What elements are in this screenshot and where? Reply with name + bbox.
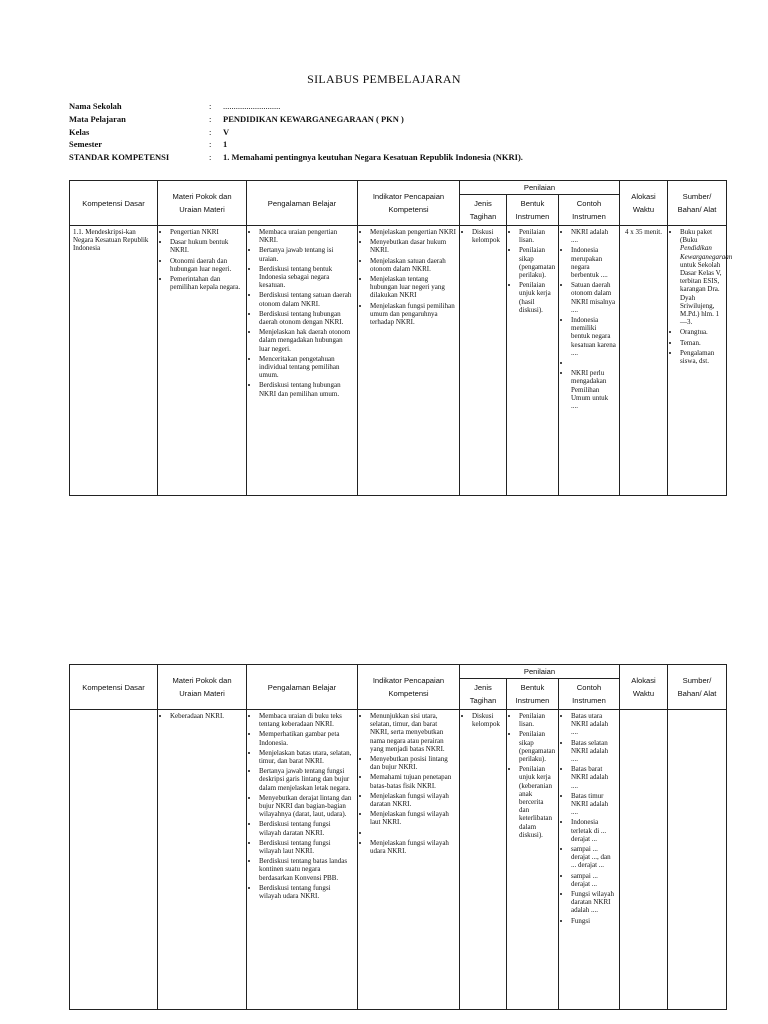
list-item: • Berdiskusi tentang fungsi wilayah daratan NKRI.: [259, 820, 354, 836]
meta-colon: :: [209, 126, 212, 137]
source-item: • Buku paket (Buku Pendidikan Kewarganegaraan untuk Sekolah Dasar Kelas V, terbitan ESIS, karangan Dra. Dyah Sriwilujeng, M.Pd.) hlm. 1—3.: [680, 228, 723, 326]
list-item: • Menunjukkan sisi utara, selatan, timur, dan barat NKRI, serta menyebutkan nama negara atau perairan yang menjadi batas NKRI.: [370, 712, 456, 753]
cell-materi: [158, 710, 247, 1010]
list-item: • Berdiskusi tentang batas landas kontinen suatu negara berdasarkan Konvensi PBB.: [259, 857, 354, 882]
list-item: • Penilaian sikap (pengamatan perilaku).: [519, 730, 555, 763]
source-item: • Orangtua.: [680, 328, 723, 336]
syllabus-table-2: [69, 664, 727, 1010]
list-item: • NKRI adalah ....: [571, 228, 616, 244]
meta-colon: :: [209, 152, 212, 163]
meta-colon: :: [209, 139, 212, 150]
meta-value: V: [223, 126, 230, 137]
header-penilaian: Penilaian: [460, 665, 620, 679]
pengalaman-list: [250, 228, 354, 398]
cell-kompetensi: 1.1. Mendeskripsi-kan Negara Kesatuan Republik Indonesia: [70, 226, 158, 496]
list-item: • Diskusi kelompok: [472, 228, 503, 244]
list-item: • sampai ... derajat ...: [571, 872, 616, 888]
syllabus-table-1: [69, 180, 733, 496]
sumber-list: [671, 228, 733, 366]
source-item: • Pengalaman siswa, dst.: [680, 349, 723, 365]
list-item: • Fungsi wilayah daratan NKRI adalah ....: [571, 890, 616, 915]
list-item: • Diskusi kelompok: [472, 712, 503, 728]
list-item: • Bertanya jawab tentang fungsi deskripsi garis lintang dan bujur dalam menjelaskan letak negara.: [259, 767, 354, 792]
list-item: • Batas barat NKRI adalah ....: [571, 765, 616, 790]
contoh-list: [562, 228, 616, 410]
meta-label: STANDAR KOMPETENSI: [69, 152, 170, 163]
list-item: • Berdiskusi tentang hubungan NKRI dan pemilihan umum.: [259, 381, 354, 397]
meta-label: Semester: [69, 139, 103, 150]
cell-contoh: [559, 226, 620, 496]
meta-label: Mata Pelajaran: [69, 113, 126, 124]
list-item: • Batas timur NKRI adalah ....: [571, 792, 616, 817]
cell-bentuk: [507, 710, 559, 1010]
cell-alokasi: [620, 710, 668, 1010]
cell-pengalaman: [247, 226, 358, 496]
header-pengalaman: Pengalaman Belajar: [247, 665, 358, 710]
cell-kompetensi: [70, 710, 158, 1010]
indikator-list: [361, 712, 456, 855]
list-item: • Menyebutkan posisi lintang dan bujur NKRI.: [370, 755, 456, 771]
meta-colon: :: [209, 101, 212, 111]
cell-materi: [158, 226, 247, 496]
header-bentuk: Bentuk Instrumen: [507, 679, 559, 710]
cell-pengalaman: [247, 710, 358, 1010]
header-penilaian: Penilaian: [460, 181, 620, 195]
list-item: • Penilaian unjuk kerja (keberanian anak bercerita dan keterlibatan dalam diskusi).: [519, 765, 555, 839]
list-item: • Menjelaskan fungsi wilayah daratan NKRI.: [370, 792, 456, 808]
list-item: • Penilaian sikap (pengamatan perilaku).: [519, 246, 555, 279]
list-item: • Fungsi: [571, 917, 616, 925]
header-alokasi: Alokasi Waktu: [620, 665, 668, 710]
cell-alokasi: 4 x 35 menit.: [620, 226, 668, 496]
meta-value: ...........................: [223, 101, 281, 111]
meta-row-class: [69, 126, 709, 139]
list-item: • Penilaian lisan.: [519, 712, 555, 728]
list-item: • Menjelaskan fungsi wilayah udara NKRI.: [370, 839, 456, 855]
header-materi: Materi Pokok dan Uraian Materi: [158, 665, 247, 710]
list-item: • Pengertian NKRI: [170, 228, 243, 236]
list-item: • Dasar hukum bentuk NKRI.: [170, 238, 243, 254]
header-jenis: Jenis Tagihan: [460, 195, 507, 226]
header-contoh: Contoh Instrumen: [559, 679, 620, 710]
header-bentuk: Bentuk Instrumen: [507, 195, 559, 226]
list-item: • sampai ... derajat ..., dan ... derajat ...: [571, 845, 616, 870]
meta-value: 1: [223, 139, 228, 150]
list-item: • Menjelaskan satuan daerah otonom dalam NKRI.: [370, 257, 456, 273]
list-item: • Berdiskusi tentang bentuk Indonesia sebagai negara kesatuan.: [259, 265, 354, 290]
list-item: • Memperhatikan gambar peta Indonesia.: [259, 730, 354, 746]
list-item: • Berdiskusi tentang fungsi wilayah laut NKRI.: [259, 839, 354, 855]
indikator-list: [361, 228, 456, 326]
cell-contoh: [559, 710, 620, 1010]
header-alokasi: Alokasi Waktu: [620, 181, 668, 226]
materi-list: [161, 228, 243, 291]
list-item: • Pemerintahan dan pemilihan kepala negara.: [170, 275, 243, 291]
list-item: • Memahami tujuan penetapan batas-batas fisik NKRI.: [370, 773, 456, 789]
list-item: • Indonesia merupakan negara berbentuk ....: [571, 246, 616, 279]
list-item: • Menjelaskan tentang hubungan luar negeri yang dilakukan NKRI: [370, 275, 456, 300]
header-materi: Materi Pokok dan Uraian Materi: [158, 181, 247, 226]
cell-jenis: [460, 710, 507, 1010]
jenis-list: [463, 712, 503, 728]
jenis-list: [463, 228, 503, 244]
document-title: SILABUS PEMBELAJARAN: [307, 72, 461, 86]
list-item: • Indonesia terletak di ... derajat ...: [571, 818, 616, 843]
meta-value: 1. Memahami pentingnya keutuhan Negara Kesatuan Republik Indonesia (NKRI).: [223, 152, 523, 163]
meta-label: Nama Sekolah: [69, 101, 122, 111]
cell-jenis: [460, 226, 507, 496]
identity-block: [69, 100, 709, 164]
list-item: • Berdiskusi tentang satuan daerah otonom dalam NKRI.: [259, 291, 354, 307]
list-item: • Menyebutkan derajat lintang dan bujur NKRI dan bagian-bagian wilayahnya (darat, laut, udara).: [259, 794, 354, 819]
header-contoh: Contoh Instrumen: [559, 195, 620, 226]
header-sumber: Sumber/ Bahan/ Alat: [668, 181, 727, 226]
header-sumber: Sumber/ Bahan/ Alat: [668, 665, 727, 710]
list-item: [370, 829, 456, 837]
list-item: • Membaca uraian di buku teks tentang keberadaan NKRI.: [259, 712, 354, 728]
cell-indikator: [358, 710, 460, 1010]
list-item: • Menjelaskan fungsi wilayah laut NKRI.: [370, 810, 456, 826]
meta-row-subject: [69, 113, 709, 126]
list-item: • Penilaian lisan.: [519, 228, 555, 244]
list-item: • Batas selatan NKRI adalah ....: [571, 739, 616, 764]
list-item: • Menjelaskan batas utara, selatan, timur, dan barat NKRI.: [259, 749, 354, 765]
list-item: [571, 359, 616, 367]
meta-row-semester: [69, 138, 709, 151]
list-item: • Bertanya jawab tentang isi uraian.: [259, 246, 354, 262]
list-item: • Berdiskusi tentang fungsi wilayah udara NKRI.: [259, 884, 354, 900]
list-item: • Penilaian unjuk kerja (hasil diskusi).: [519, 281, 555, 314]
header-indikator: Indikator Pencapaian Kompetensi: [358, 181, 460, 226]
cell-indikator: [358, 226, 460, 496]
header-kompetensi: Kompetensi Dasar: [70, 181, 158, 226]
cell-sumber: [668, 226, 733, 496]
list-item: • NKRI perlu mengadakan Pemilihan Umum untuk ....: [571, 369, 616, 410]
list-item: • Menjelaskan pengertian NKRI: [370, 228, 456, 236]
header-pengalaman: Pengalaman Belajar: [247, 181, 358, 226]
meta-row-school: [69, 100, 709, 113]
list-item: • Menjelaskan hak daerah otonom dalam mengadakan hubungan luar negeri.: [259, 328, 354, 353]
list-item: • Menjelaskan fungsi pemilihan umum dan pengaruhnya terhadap NKRI.: [370, 302, 456, 327]
list-item: • Indonesia memiliki bentuk negara kesatuan karena ....: [571, 316, 616, 357]
list-item: • Menceritakan pengetahuan individual tentang pemilihan umum.: [259, 355, 354, 380]
list-item: • Keberadaan NKRI.: [170, 712, 243, 720]
cell-sumber: [668, 710, 727, 1010]
list-item: • Otonomi daerah dan hubungan luar negeri.: [170, 257, 243, 273]
header-jenis: Jenis Tagihan: [460, 679, 507, 710]
list-item: • Batas utara NKRI adalah ....: [571, 712, 616, 737]
list-item: • Berdiskusi tentang hubungan daerah otonom dengan NKRI.: [259, 310, 354, 326]
source-item: • Teman.: [680, 339, 723, 347]
header-indikator: Indikator Pencapaian Kompetensi: [358, 665, 460, 710]
list-item: • Satuan daerah otonom dalam NKRI misalnya ....: [571, 281, 616, 314]
list-item: • Menyebutkan dasar hukum NKRI.: [370, 238, 456, 254]
contoh-list: [562, 712, 616, 925]
bentuk-list: [510, 228, 555, 314]
meta-row-standard: [69, 151, 709, 164]
book-title: Pendidikan Kewarganegaraan: [680, 244, 733, 261]
pengalaman-list: [250, 712, 354, 900]
list-item: • Membaca uraian pengertian NKRI.: [259, 228, 354, 244]
meta-colon: :: [209, 113, 212, 124]
cell-bentuk: [507, 226, 559, 496]
header-kompetensi: Kompetensi Dasar: [70, 665, 158, 710]
materi-list: [161, 712, 243, 720]
meta-label: Kelas: [69, 126, 90, 137]
meta-value: PENDIDIKAN KEWARGANEGARAAN ( PKN ): [223, 113, 404, 124]
bentuk-list: [510, 712, 555, 839]
